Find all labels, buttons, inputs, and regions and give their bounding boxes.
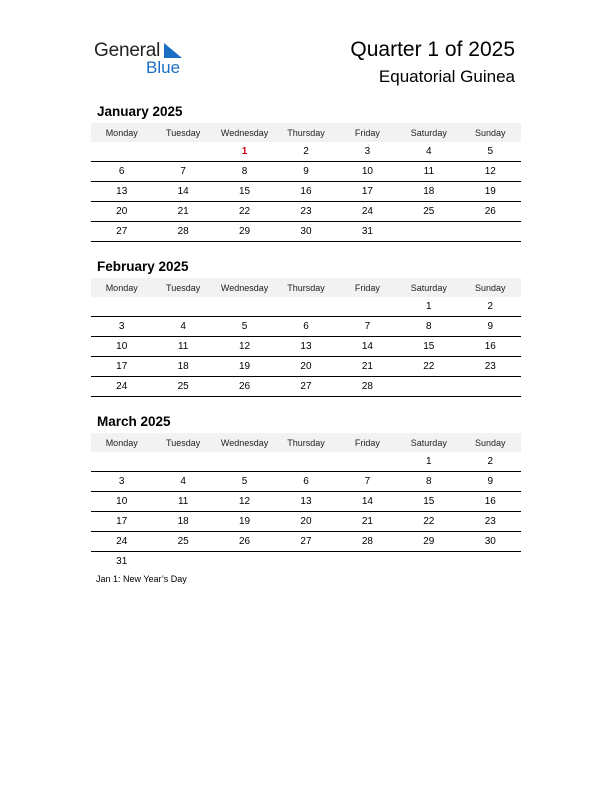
day-cell: 10 bbox=[91, 337, 152, 357]
month-february bbox=[91, 259, 521, 397]
day-cell: 12 bbox=[460, 162, 521, 182]
day-cell: 1 bbox=[398, 297, 459, 317]
day-cell: 24 bbox=[91, 532, 152, 552]
day-cell bbox=[152, 142, 213, 162]
day-cell: 28 bbox=[152, 222, 213, 242]
day-cell: 18 bbox=[398, 182, 459, 202]
day-cell: 6 bbox=[275, 317, 336, 337]
day-cell bbox=[398, 222, 459, 242]
day-cell bbox=[152, 297, 213, 317]
weekday-header-row bbox=[91, 123, 521, 142]
weekday-header: Friday bbox=[337, 433, 398, 452]
day-cell: 8 bbox=[214, 162, 275, 182]
day-cell: 16 bbox=[275, 182, 336, 202]
day-cell: 28 bbox=[337, 377, 398, 397]
day-cell bbox=[214, 297, 275, 317]
weekday-header: Monday bbox=[91, 433, 152, 452]
day-cell: 4 bbox=[152, 317, 213, 337]
day-cell: 17 bbox=[337, 182, 398, 202]
week-row bbox=[91, 162, 521, 182]
day-cell: 7 bbox=[152, 162, 213, 182]
weekday-header: Saturday bbox=[398, 278, 459, 297]
day-cell: 26 bbox=[460, 202, 521, 222]
day-cell: 3 bbox=[91, 472, 152, 492]
day-cell: 4 bbox=[398, 142, 459, 162]
day-cell: 22 bbox=[398, 357, 459, 377]
day-cell: 15 bbox=[214, 182, 275, 202]
day-cell: 13 bbox=[275, 337, 336, 357]
day-cell: 10 bbox=[91, 492, 152, 512]
weekday-header: Monday bbox=[91, 123, 152, 142]
day-cell: 20 bbox=[275, 512, 336, 532]
weekday-header: Wednesday bbox=[214, 278, 275, 297]
day-cell: 19 bbox=[214, 357, 275, 377]
month-january bbox=[91, 104, 521, 242]
day-cell: 29 bbox=[398, 532, 459, 552]
day-cell: 3 bbox=[91, 317, 152, 337]
day-cell: 30 bbox=[275, 222, 336, 242]
day-cell bbox=[460, 552, 521, 572]
day-cell: 7 bbox=[337, 317, 398, 337]
weekday-header: Sunday bbox=[460, 123, 521, 142]
week-row bbox=[91, 142, 521, 162]
weekday-header: Sunday bbox=[460, 433, 521, 452]
weekday-header: Tuesday bbox=[152, 433, 213, 452]
day-cell: 1 bbox=[398, 452, 459, 472]
weekday-header-row bbox=[91, 278, 521, 297]
day-cell bbox=[275, 452, 336, 472]
week-row bbox=[91, 182, 521, 202]
day-cell: 13 bbox=[275, 492, 336, 512]
weekday-header: Friday bbox=[337, 123, 398, 142]
day-cell: 6 bbox=[275, 472, 336, 492]
day-cell: 11 bbox=[398, 162, 459, 182]
month-march bbox=[91, 414, 521, 571]
day-cell: 16 bbox=[460, 337, 521, 357]
day-cell bbox=[275, 552, 336, 572]
day-cell bbox=[275, 297, 336, 317]
week-row bbox=[91, 297, 521, 317]
day-cell: 8 bbox=[398, 472, 459, 492]
day-cell: 16 bbox=[460, 492, 521, 512]
day-cell: 5 bbox=[460, 142, 521, 162]
page-title: Quarter 1 of 2025 bbox=[350, 38, 515, 61]
holiday-notes bbox=[96, 574, 187, 584]
calendar-table bbox=[91, 278, 521, 397]
day-cell: 31 bbox=[116, 556, 128, 567]
day-cell: 7 bbox=[337, 472, 398, 492]
week-row bbox=[91, 472, 521, 492]
week-row bbox=[91, 202, 521, 222]
weekday-header: Tuesday bbox=[152, 278, 213, 297]
week-row bbox=[91, 532, 521, 552]
logo-triangle-icon bbox=[162, 43, 182, 59]
day-cell: 20 bbox=[91, 202, 152, 222]
day-cell: 27 bbox=[275, 377, 336, 397]
day-cell: 21 bbox=[337, 512, 398, 532]
day-cell: 11 bbox=[152, 492, 213, 512]
weekday-header: Thursday bbox=[275, 123, 336, 142]
day-cell: 22 bbox=[214, 202, 275, 222]
day-cell: 14 bbox=[337, 337, 398, 357]
day-cell: 8 bbox=[398, 317, 459, 337]
day-cell: 25 bbox=[398, 202, 459, 222]
day-cell bbox=[398, 552, 459, 572]
day-cell bbox=[398, 377, 459, 397]
day-cell: 14 bbox=[152, 182, 213, 202]
day-cell: 4 bbox=[152, 472, 213, 492]
weekday-header: Saturday bbox=[398, 123, 459, 142]
weekday-header: Wednesday bbox=[214, 433, 275, 452]
holiday-note: Jan 1: New Year’s Day bbox=[96, 574, 187, 584]
day-cell: 2 bbox=[275, 142, 336, 162]
day-cell: 17 bbox=[91, 512, 152, 532]
day-cell: 24 bbox=[91, 377, 152, 397]
day-cell: 9 bbox=[275, 162, 336, 182]
day-cell: 5 bbox=[214, 317, 275, 337]
day-cell: 9 bbox=[460, 317, 521, 337]
day-cell: 2 bbox=[460, 297, 521, 317]
day-cell bbox=[214, 552, 275, 572]
day-cell: 23 bbox=[275, 202, 336, 222]
logo-text-blue: Blue bbox=[146, 58, 181, 77]
week-row bbox=[91, 552, 521, 572]
day-cell: 26 bbox=[214, 532, 275, 552]
day-cell: 31 bbox=[337, 222, 398, 242]
weekday-header: Saturday bbox=[398, 433, 459, 452]
day-cell: 25 bbox=[152, 532, 213, 552]
week-row bbox=[91, 512, 521, 532]
day-cell: 18 bbox=[152, 357, 213, 377]
day-cell bbox=[337, 552, 398, 572]
week-row bbox=[91, 357, 521, 377]
day-cell: 27 bbox=[275, 532, 336, 552]
day-cell: 15 bbox=[398, 492, 459, 512]
day-cell: 11 bbox=[152, 337, 213, 357]
day-cell: 25 bbox=[152, 377, 213, 397]
day-cell bbox=[337, 452, 398, 472]
weekday-header: Friday bbox=[337, 278, 398, 297]
day-cell: 12 bbox=[214, 337, 275, 357]
weekday-header: Thursday bbox=[275, 433, 336, 452]
day-cell bbox=[214, 452, 275, 472]
day-cell: 1 bbox=[214, 142, 275, 162]
week-row bbox=[91, 377, 521, 397]
day-cell: 21 bbox=[152, 202, 213, 222]
day-cell: 10 bbox=[337, 162, 398, 182]
day-cell bbox=[152, 552, 213, 572]
day-cell: 23 bbox=[460, 512, 521, 532]
day-cell: 24 bbox=[337, 202, 398, 222]
weekday-header: Thursday bbox=[275, 278, 336, 297]
day-cell: 17 bbox=[91, 357, 152, 377]
country-name: Equatorial Guinea bbox=[378, 67, 515, 86]
generalblue-logo bbox=[94, 40, 194, 80]
day-cell: 23 bbox=[460, 357, 521, 377]
week-row bbox=[91, 492, 521, 512]
day-cell: 15 bbox=[398, 337, 459, 357]
day-cell: 2 bbox=[460, 452, 521, 472]
day-cell bbox=[91, 297, 152, 317]
week-row bbox=[91, 317, 521, 337]
day-cell bbox=[91, 452, 152, 472]
day-cell: 20 bbox=[275, 357, 336, 377]
day-cell: 3 bbox=[337, 142, 398, 162]
day-cell: 12 bbox=[214, 492, 275, 512]
month-title: March 2025 bbox=[97, 414, 171, 429]
day-cell: 5 bbox=[214, 472, 275, 492]
day-cell: 13 bbox=[91, 182, 152, 202]
day-cell: 9 bbox=[460, 472, 521, 492]
month-title: January 2025 bbox=[97, 104, 183, 119]
calendar-table bbox=[91, 123, 521, 242]
day-cell: 18 bbox=[152, 512, 213, 532]
calendar-table bbox=[91, 433, 521, 571]
day-cell: 22 bbox=[398, 512, 459, 532]
day-cell bbox=[337, 297, 398, 317]
weekday-header: Sunday bbox=[460, 278, 521, 297]
logo-text-general: General bbox=[94, 40, 161, 61]
weekday-header-row bbox=[91, 433, 521, 452]
day-cell: 14 bbox=[337, 492, 398, 512]
week-row bbox=[91, 452, 521, 472]
month-title: February 2025 bbox=[97, 259, 189, 274]
day-cell bbox=[460, 222, 521, 242]
day-cell: 27 bbox=[91, 222, 152, 242]
day-cell bbox=[460, 377, 521, 397]
day-cell: 19 bbox=[460, 182, 521, 202]
day-cell: 30 bbox=[460, 532, 521, 552]
weekday-header: Monday bbox=[91, 278, 152, 297]
day-cell: 21 bbox=[337, 357, 398, 377]
day-cell bbox=[152, 452, 213, 472]
day-cell: 29 bbox=[214, 222, 275, 242]
weekday-header: Wednesday bbox=[214, 123, 275, 142]
week-row bbox=[91, 222, 521, 242]
week-row bbox=[91, 337, 521, 357]
weekday-header: Tuesday bbox=[152, 123, 213, 142]
day-cell: 26 bbox=[214, 377, 275, 397]
day-cell bbox=[91, 142, 152, 162]
day-cell: 19 bbox=[214, 512, 275, 532]
day-cell: 28 bbox=[337, 532, 398, 552]
day-cell: 6 bbox=[91, 162, 152, 182]
